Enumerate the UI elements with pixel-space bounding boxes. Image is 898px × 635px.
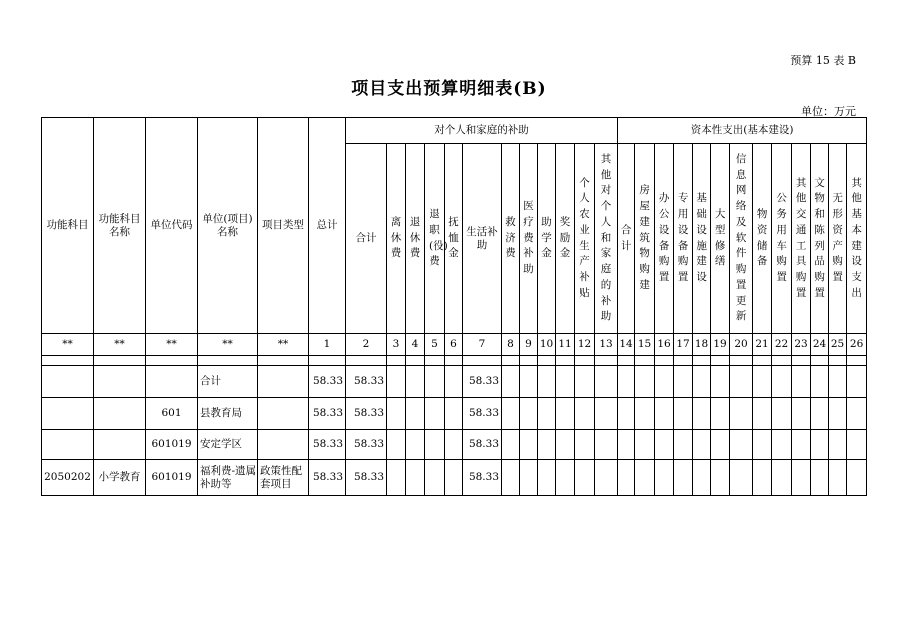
cell-living-subsidy: 58.33 xyxy=(463,366,502,398)
index-cell: 12 xyxy=(575,334,595,356)
cell-empty xyxy=(753,366,772,398)
header-personal-col: 奖励金 xyxy=(556,144,575,334)
cell-empty xyxy=(655,398,674,430)
header-capital-col: 信息网络及软件购置更新 xyxy=(730,144,753,334)
header-project-type: 项目类型 xyxy=(258,118,309,334)
index-cell: 16 xyxy=(655,334,674,356)
cell-empty xyxy=(711,366,730,398)
index-cell: 24 xyxy=(811,334,829,356)
cell-func-name xyxy=(94,430,146,460)
cell-project-type: 政策性配套项目 xyxy=(258,460,309,496)
cell-func-name xyxy=(94,366,146,398)
index-cell: 25 xyxy=(829,334,847,356)
cell-empty xyxy=(753,460,772,496)
index-cell: ** xyxy=(198,334,258,356)
cell-empty xyxy=(811,398,829,430)
table-row xyxy=(42,398,867,430)
cell-empty xyxy=(792,460,811,496)
cell-total: 58.33 xyxy=(309,366,346,398)
form-number: 预算 15 表 B xyxy=(790,54,856,67)
cell-empty xyxy=(595,430,618,460)
header-unit-name: 单位(项目)名称 xyxy=(198,118,258,334)
cell-empty xyxy=(575,398,595,430)
cell-empty xyxy=(502,460,520,496)
cell-empty xyxy=(772,460,792,496)
spacer-cell xyxy=(556,356,575,366)
cell-empty xyxy=(425,398,445,430)
header-capital-col: 公务用车购置 xyxy=(772,144,792,334)
index-row xyxy=(42,334,867,356)
cell-empty xyxy=(829,398,847,430)
header-personal-col: 救济费 xyxy=(502,144,520,334)
cell-empty xyxy=(792,366,811,398)
header-capital-col: 房屋建筑物购建 xyxy=(635,144,655,334)
spacer-cell xyxy=(346,356,387,366)
spacer-cell xyxy=(693,356,711,366)
header-row-1 xyxy=(42,118,867,144)
header-personal-col: 个人农业生产补贴 xyxy=(575,144,595,334)
cell-empty xyxy=(595,460,618,496)
cell-empty xyxy=(556,398,575,430)
index-cell: 15 xyxy=(635,334,655,356)
page-title: 项目支出预算明细表(B) xyxy=(351,79,547,99)
index-cell: 7 xyxy=(463,334,502,356)
spacer-cell xyxy=(146,356,198,366)
cell-empty xyxy=(502,366,520,398)
index-cell: 2 xyxy=(346,334,387,356)
spacer-cell xyxy=(730,356,753,366)
cell-empty xyxy=(847,430,867,460)
index-cell: 23 xyxy=(792,334,811,356)
spacer-cell xyxy=(42,356,94,366)
spacer-cell xyxy=(792,356,811,366)
cell-func-name xyxy=(94,398,146,430)
header-personal-col: 其他对个人和家庭的补助 xyxy=(595,144,618,334)
cell-empty xyxy=(753,398,772,430)
cell-empty xyxy=(538,366,556,398)
cell-empty xyxy=(618,430,635,460)
header-func-subject: 功能科目 xyxy=(42,118,94,334)
index-cell: 21 xyxy=(753,334,772,356)
cell-empty xyxy=(618,366,635,398)
cell-empty xyxy=(538,460,556,496)
header-capital-col: 基础设施建设 xyxy=(693,144,711,334)
header-capital-col: 大型修缮 xyxy=(711,144,730,334)
header-personal-col: 退休费 xyxy=(406,144,425,334)
index-cell: 10 xyxy=(538,334,556,356)
cell-empty xyxy=(445,366,463,398)
index-cell: 19 xyxy=(711,334,730,356)
cell-empty xyxy=(811,460,829,496)
cell-empty xyxy=(711,430,730,460)
spacer-cell xyxy=(847,356,867,366)
spacer-cell xyxy=(655,356,674,366)
cell-empty xyxy=(655,460,674,496)
cell-empty xyxy=(693,430,711,460)
index-cell: 9 xyxy=(520,334,538,356)
spacer-cell xyxy=(502,356,520,366)
index-cell: 11 xyxy=(556,334,575,356)
index-cell: ** xyxy=(94,334,146,356)
spacer-cell xyxy=(94,356,146,366)
spacer-cell xyxy=(595,356,618,366)
header-capital-col: 办公设备购置 xyxy=(655,144,674,334)
header-personal-col: 生活补助 xyxy=(463,144,502,334)
header-capital-col: 文物和陈列品购置 xyxy=(811,144,829,334)
cell-empty xyxy=(520,398,538,430)
spacer-cell xyxy=(387,356,406,366)
header-capital-col: 无形资产购置 xyxy=(829,144,847,334)
header-personal-col: 医疗费补助 xyxy=(520,144,538,334)
cell-empty xyxy=(538,398,556,430)
cell-empty xyxy=(772,430,792,460)
table-row xyxy=(42,460,867,496)
cell-empty xyxy=(730,398,753,430)
cell-empty xyxy=(829,430,847,460)
cell-unit-code xyxy=(146,366,198,398)
cell-empty xyxy=(575,366,595,398)
cell-personal-total: 58.33 xyxy=(346,366,387,398)
cell-empty xyxy=(406,460,425,496)
cell-empty xyxy=(502,398,520,430)
cell-total: 58.33 xyxy=(309,460,346,496)
cell-empty xyxy=(792,430,811,460)
index-cell: 20 xyxy=(730,334,753,356)
cell-empty xyxy=(847,366,867,398)
cell-empty xyxy=(829,460,847,496)
cell-unit-code: 601 xyxy=(146,398,198,430)
cell-empty xyxy=(655,430,674,460)
cell-empty xyxy=(635,430,655,460)
cell-personal-total: 58.33 xyxy=(346,398,387,430)
header-group-capital: 资本性支出(基本建设) xyxy=(618,118,867,144)
cell-func-code: 2050202 xyxy=(42,460,94,496)
cell-empty xyxy=(635,366,655,398)
spacer-cell xyxy=(753,356,772,366)
cell-empty xyxy=(674,430,693,460)
cell-empty xyxy=(792,398,811,430)
cell-empty xyxy=(556,460,575,496)
index-cell: ** xyxy=(42,334,94,356)
cell-empty xyxy=(674,398,693,430)
header-personal-col: 助学金 xyxy=(538,144,556,334)
cell-empty xyxy=(772,398,792,430)
cell-unit-name: 县教育局 xyxy=(198,398,258,430)
cell-empty xyxy=(674,460,693,496)
cell-empty xyxy=(711,460,730,496)
cell-empty xyxy=(753,430,772,460)
spacer-cell xyxy=(618,356,635,366)
header-capital-col: 其他交通工具购置 xyxy=(792,144,811,334)
cell-empty xyxy=(730,430,753,460)
spacer-row xyxy=(42,356,867,366)
cell-func-name: 小学教育 xyxy=(94,460,146,496)
cell-empty xyxy=(730,366,753,398)
index-cell: 5 xyxy=(425,334,445,356)
spacer-cell xyxy=(258,356,309,366)
cell-empty xyxy=(635,460,655,496)
table-row xyxy=(42,366,867,398)
spacer-cell xyxy=(772,356,792,366)
spacer-cell xyxy=(520,356,538,366)
spacer-cell xyxy=(538,356,556,366)
cell-empty xyxy=(425,366,445,398)
index-cell: 14 xyxy=(618,334,635,356)
index-cell: ** xyxy=(258,334,309,356)
cell-living-subsidy: 58.33 xyxy=(463,430,502,460)
spacer-cell xyxy=(445,356,463,366)
cell-project-type xyxy=(258,398,309,430)
cell-empty xyxy=(730,460,753,496)
cell-empty xyxy=(635,398,655,430)
index-cell: 6 xyxy=(445,334,463,356)
cell-empty xyxy=(406,366,425,398)
cell-empty xyxy=(556,366,575,398)
header-capital-col: 其他基本建设支出 xyxy=(847,144,867,334)
header-personal-col: 抚恤金 xyxy=(445,144,463,334)
cell-empty xyxy=(829,366,847,398)
cell-empty xyxy=(711,398,730,430)
cell-func-code xyxy=(42,430,94,460)
cell-func-code xyxy=(42,398,94,430)
spacer-cell xyxy=(309,356,346,366)
cell-empty xyxy=(595,398,618,430)
cell-empty xyxy=(811,430,829,460)
header-group-personal: 对个人和家庭的补助 xyxy=(346,118,618,144)
cell-living-subsidy: 58.33 xyxy=(463,460,502,496)
cell-empty xyxy=(445,430,463,460)
cell-empty xyxy=(502,430,520,460)
header-capital-col: 专用设备购置 xyxy=(674,144,693,334)
cell-empty xyxy=(595,366,618,398)
cell-empty xyxy=(445,460,463,496)
spacer-cell xyxy=(463,356,502,366)
cell-empty xyxy=(445,398,463,430)
index-cell: 26 xyxy=(847,334,867,356)
cell-empty xyxy=(520,430,538,460)
cell-empty xyxy=(674,366,693,398)
cell-empty xyxy=(556,430,575,460)
spacer-cell xyxy=(406,356,425,366)
cell-empty xyxy=(618,460,635,496)
cell-unit-code: 601019 xyxy=(146,430,198,460)
cell-empty xyxy=(618,398,635,430)
cell-func-code xyxy=(42,366,94,398)
header-personal-col: 离休费 xyxy=(387,144,406,334)
cell-unit-name: 安定学区 xyxy=(198,430,258,460)
spacer-cell xyxy=(635,356,655,366)
cell-empty xyxy=(811,366,829,398)
index-cell: ** xyxy=(146,334,198,356)
table-row xyxy=(42,430,867,460)
index-cell: 22 xyxy=(772,334,792,356)
cell-empty xyxy=(406,398,425,430)
cell-empty xyxy=(538,430,556,460)
spacer-cell xyxy=(829,356,847,366)
budget-table xyxy=(41,117,867,496)
cell-empty xyxy=(406,430,425,460)
header-total: 总计 xyxy=(309,118,346,334)
cell-unit-name: 福利费-遗属补助等 xyxy=(198,460,258,496)
cell-empty xyxy=(575,430,595,460)
index-cell: 17 xyxy=(674,334,693,356)
cell-empty xyxy=(425,460,445,496)
cell-empty xyxy=(520,366,538,398)
cell-unit-name: 合计 xyxy=(198,366,258,398)
cell-empty xyxy=(847,398,867,430)
index-cell: 8 xyxy=(502,334,520,356)
cell-total: 58.33 xyxy=(309,398,346,430)
index-cell: 3 xyxy=(387,334,406,356)
cell-personal-total: 58.33 xyxy=(346,460,387,496)
cell-project-type xyxy=(258,366,309,398)
cell-empty xyxy=(772,366,792,398)
spacer-cell xyxy=(711,356,730,366)
cell-empty xyxy=(425,430,445,460)
unit-label: 单位：万元 xyxy=(801,105,856,118)
header-personal-col: 退职(役)费 xyxy=(425,144,445,334)
index-cell: 13 xyxy=(595,334,618,356)
index-cell: 1 xyxy=(309,334,346,356)
header-capital-col: 物资储备 xyxy=(753,144,772,334)
cell-empty xyxy=(693,366,711,398)
cell-empty xyxy=(575,460,595,496)
index-cell: 4 xyxy=(406,334,425,356)
cell-empty xyxy=(387,398,406,430)
cell-empty xyxy=(387,366,406,398)
cell-empty xyxy=(520,460,538,496)
cell-total: 58.33 xyxy=(309,430,346,460)
cell-living-subsidy: 58.33 xyxy=(463,398,502,430)
cell-empty xyxy=(387,430,406,460)
header-unit-code: 单位代码 xyxy=(146,118,198,334)
header-func-subject-name: 功能科目名称 xyxy=(94,118,146,334)
cell-unit-code: 601019 xyxy=(146,460,198,496)
cell-empty xyxy=(693,398,711,430)
spacer-cell xyxy=(425,356,445,366)
cell-empty xyxy=(655,366,674,398)
cell-empty xyxy=(847,460,867,496)
spacer-cell xyxy=(674,356,693,366)
header-capital-col: 合计 xyxy=(618,144,635,334)
spacer-cell xyxy=(575,356,595,366)
header-personal-col: 合计 xyxy=(346,144,387,334)
cell-project-type xyxy=(258,430,309,460)
cell-empty xyxy=(693,460,711,496)
spacer-cell xyxy=(198,356,258,366)
spacer-cell xyxy=(811,356,829,366)
cell-empty xyxy=(387,460,406,496)
index-cell: 18 xyxy=(693,334,711,356)
cell-personal-total: 58.33 xyxy=(346,430,387,460)
